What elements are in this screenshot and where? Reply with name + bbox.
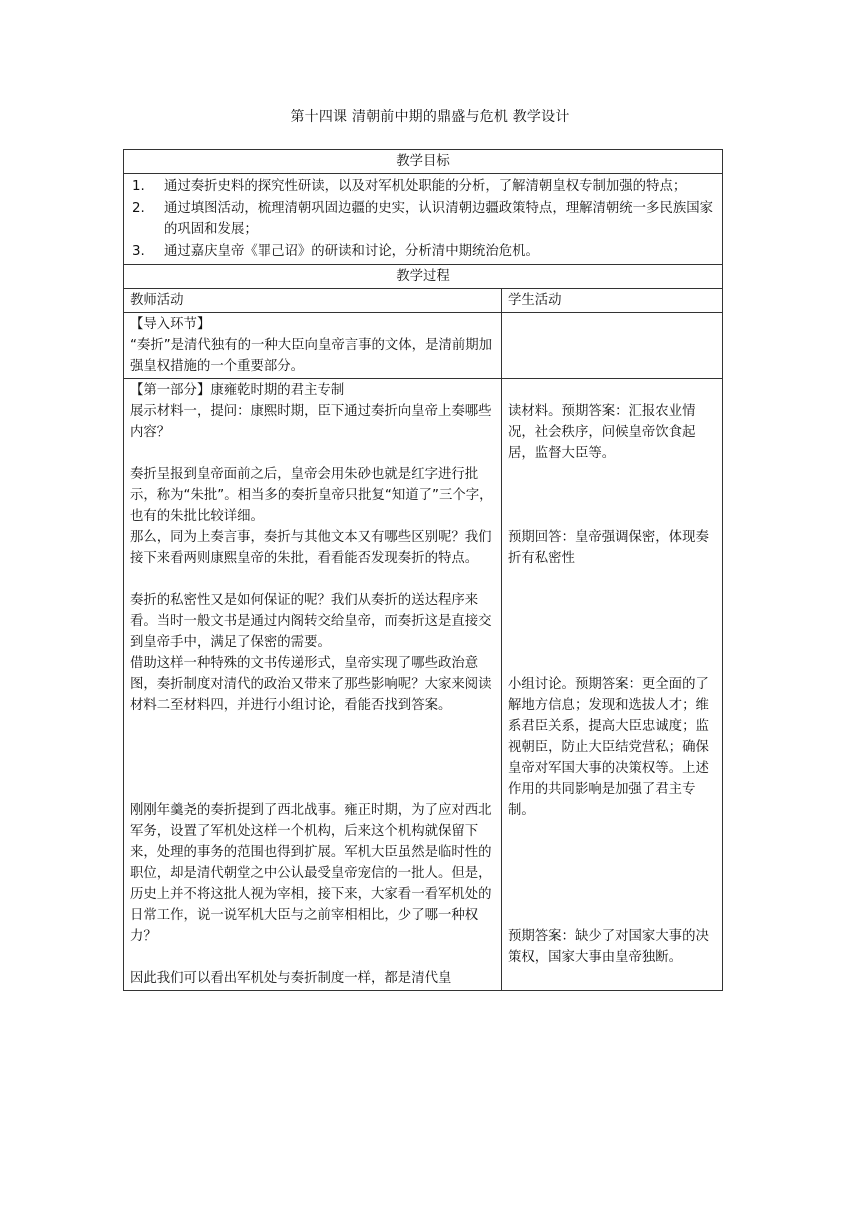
process-header-row [124, 265, 723, 289]
goals-header: 教学目标 [124, 150, 723, 174]
part1-teacher-text: 奏折的私密性又是如何保证的呢？我们从奏折的送达程序来看。当时一般文书是通过内阁转交给皇帝，而奏折这是直接交到皇帝手中，满足了保密的需要。 [130, 593, 492, 650]
part1-teacher-text: 借助这样一种特殊的文书传递形式，皇帝实现了哪些政治意图，奏折制度对清代的政治又带来了那些影响呢？大家来阅读材料二至材料四，并进行小组讨论，看能否找到答案。 [130, 656, 492, 713]
process-header: 教学过程 [124, 265, 723, 289]
part1-heading: 【第一部分】康雍乾时期的君主专制 [130, 383, 345, 398]
part1-teacher-text: 奏折呈报到皇帝面前之后，皇帝会用朱砂也就是红字进行批示，称为“朱批”。相当多的奏折皇帝只批复“知道了”三个字，也有的朱批比较详细。 [130, 467, 493, 524]
goals-list [130, 176, 716, 262]
part1-teacher-text: 展示材料一，提问：康熙时期，臣下通过奏折向皇帝上奏哪些内容？ [130, 404, 492, 440]
part1-teacher-cell [124, 379, 502, 991]
intro-row [124, 313, 723, 379]
intro-student-cell [502, 313, 723, 379]
lesson-plan-table [123, 149, 723, 991]
goals-header-row [124, 150, 723, 174]
goal-item: 3. 通过嘉庆皇帝《罪己诏》的研读和讨论，分析清中期统治危机。 [132, 244, 539, 259]
intro-heading: 【导入环节】 [130, 317, 211, 332]
part1-student-text: 小组讨论。预期答案：更全面的了解地方信息；发现和选拔人才；维系君臣关系，提高大臣忠诚度；监视朝臣，防止大臣结党营私；确保皇帝对军国大事的决策权等。上述作用的共同影响是加强了君主专制。 [508, 677, 709, 818]
intro-teacher-cell [124, 313, 502, 379]
part1-row [124, 379, 723, 991]
part1-teacher-text: 那么，同为上奏言事，奏折与其他文本又有哪些区别呢？我们接下来看两则康熙皇帝的朱批，看看能否发现奏折的特点。 [130, 530, 492, 566]
intro-text: “奏折”是清代独有的一种大臣向皇帝言事的文体，是清前期加强皇权措施的一个重要部分。 [130, 338, 493, 374]
goals-row [124, 174, 723, 265]
teacher-column-header: 教师活动 [124, 289, 502, 313]
document-title: 第十四课 清朝前中期的鼎盛与危机 教学设计 [290, 109, 570, 125]
goal-item: 1. 通过奏折史料的探究性研读，以及对军机处职能的分析，了解清朝皇权专制加强的特点； [132, 179, 687, 194]
part1-student-text: 预期回答：皇帝强调保密，体现奏折有私密性 [508, 530, 709, 566]
part2-student-text: 预期答案：缺少了对国家大事的决策权，国家大事由皇帝独断。 [508, 929, 709, 965]
goal-item: 2. 通过填图活动，梳理清朝巩固边疆的史实，认识清朝边疆政策特点，理解清朝统一多民族国家的巩固和发展； [132, 201, 714, 237]
part1-student-cell [502, 379, 723, 991]
part2-teacher-text: 因此我们可以看出军机处与奏折制度一样，都是清代皇 [130, 971, 452, 986]
part1-student-text: 读材料。预期答案：汇报农业情况，社会秩序，问候皇帝饮食起居，监督大臣等。 [508, 404, 696, 461]
part2-teacher-text: 刚刚年羹尧的奏折提到了西北战事。雍正时期，为了应对西北军务，设置了军机处这样一个机构，后来这个机构就保留下来，处理的事务的范围也得到扩展。军机大臣虽然是临时性的职位，却是清代朝堂之中公认最受皇帝宠信的一批人。但是，历史上并不将这批人视为宰相，接下来，大家看一看军机处的日常工作，说一说军机大臣与之前宰相相比，少了哪一种权力？ [130, 803, 492, 944]
column-header-row [124, 289, 723, 313]
student-column-header: 学生活动 [502, 289, 723, 313]
